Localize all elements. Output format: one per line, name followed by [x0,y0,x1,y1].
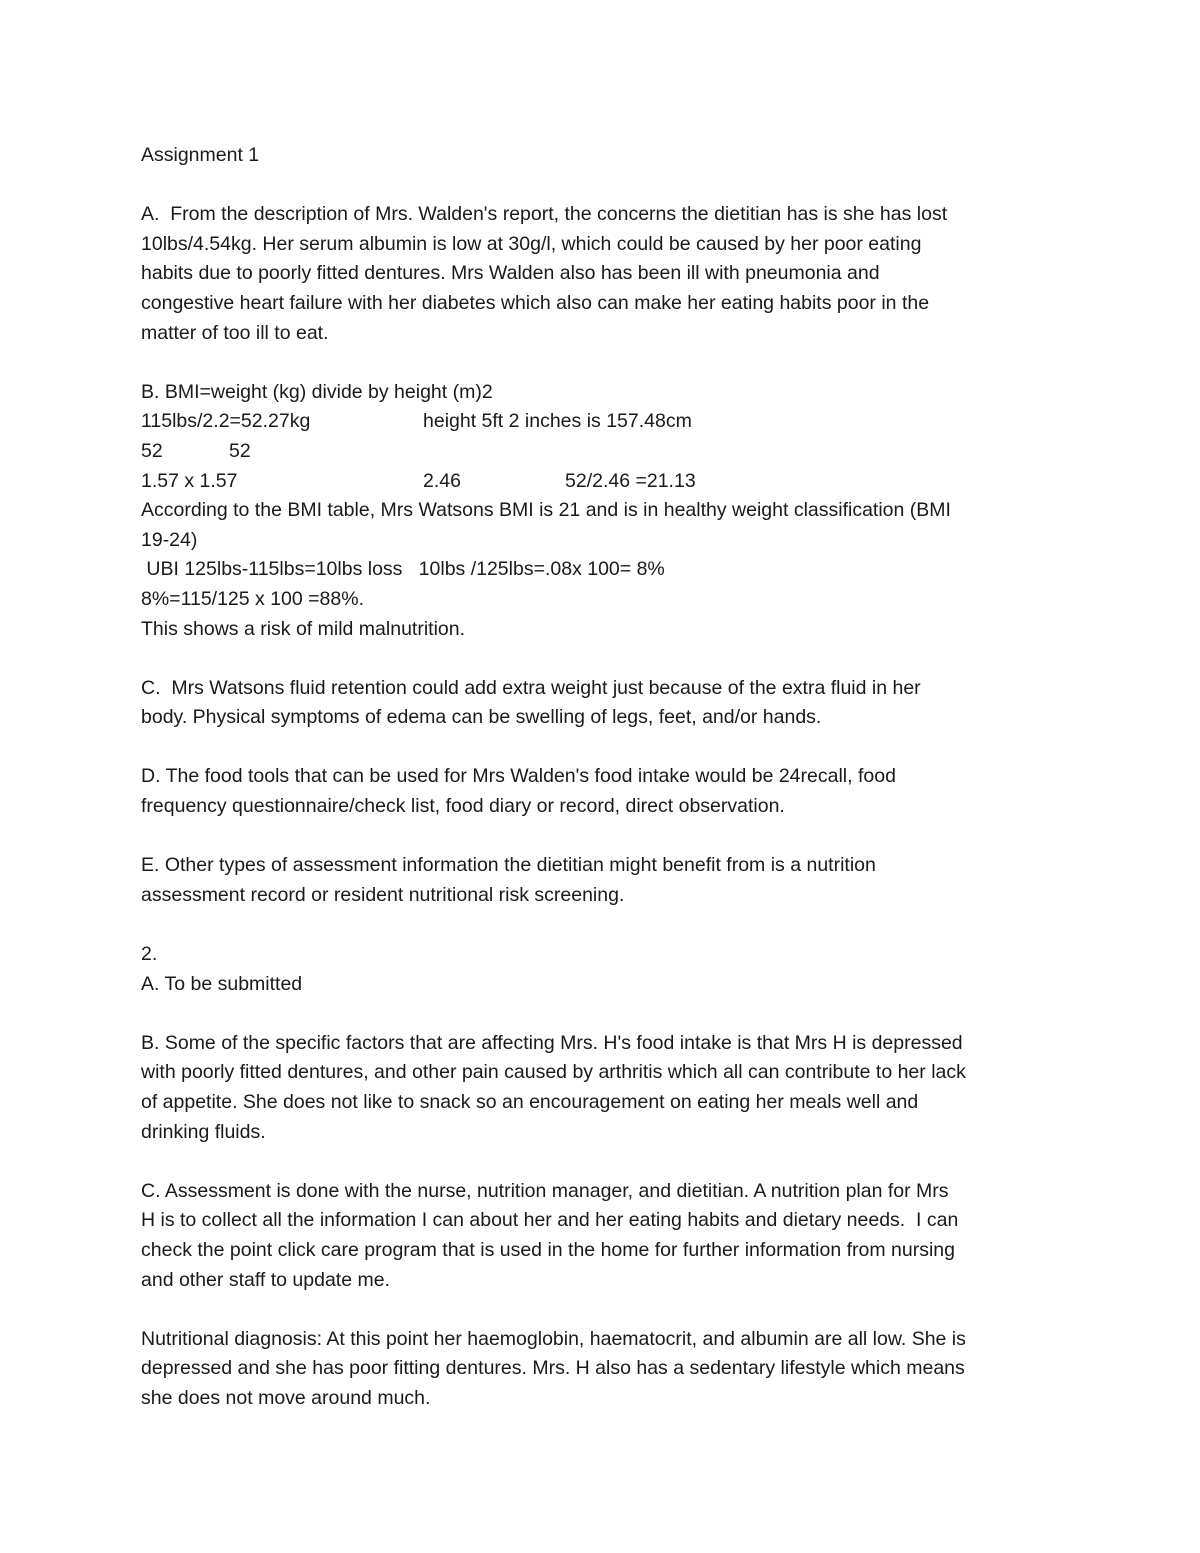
text-line: drinking fluids. [141,1120,266,1143]
text-line: H is to collect all the information I can about her and her eating habits and dietary needs. I can [141,1209,959,1232]
spacer [141,1295,1061,1325]
text-line: depressed and she has poor fitting dentures. Mrs. H also has a sedentary lifestyle which means [141,1357,965,1380]
part-number: 2. [141,943,158,966]
part2-section-c [141,1177,1061,1295]
ubi-calculation: UBI 125lbs-115lbs=10lbs loss 10lbs /125lbs=.08x 100= 8% [141,558,665,581]
spacer [141,910,1061,940]
document-body [141,141,1061,1414]
percent-calculation: 8%=115/125 x 100 =88%. [141,587,364,610]
text-line: D. The food tools that can be used for Mrs Walden's food intake would be 24recall, food [141,765,896,788]
part2-section-a: A. To be submitted [141,972,303,995]
bmi-formula: B. BMI=weight (kg) divide by height (m)2 [141,380,493,403]
section-d [141,762,1061,821]
text-line: A. From the description of Mrs. Walden's report, the concerns the dietitian has is she has lost [141,203,948,226]
calc-row-weight-height [141,407,1061,437]
spacer [141,1147,1061,1177]
calc-row-numerators [141,437,1061,467]
text-line: 19-24) [141,528,198,551]
text-line: she does not move around much. [141,1386,431,1409]
bmi-result: 52/2.46 =21.13 [565,469,696,492]
numerator-value: 52 [229,439,251,462]
document-title: Assignment 1 [141,144,260,166]
text-line: body. Physical symptoms of edema can be swelling of legs, feet, and/or hands. [141,706,822,729]
risk-statement: This shows a risk of mild malnutrition. [141,617,466,640]
text-line: C. Mrs Watsons fluid retention could add extra weight just because of the extra fluid in her [141,676,921,699]
spacer [141,348,1061,378]
part-2 [141,940,1061,1414]
text-line: of appetite. She does not like to snack so an encouragement on eating her meals well and [141,1091,919,1113]
height-squared-expression: 1.57 x 1.57 [141,469,238,492]
text-line: and other staff to update me. [141,1268,390,1291]
spacer [141,644,1061,674]
text-line: assessment record or resident nutritional risk screening. [141,883,625,906]
spacer [141,733,1061,763]
height-squared-value: 2.46 [423,469,461,492]
text-line: matter of too ill to eat. [141,321,329,344]
text-line: with poorly fitted dentures, and other pain caused by arthritis which all can contribute to her lack [141,1061,966,1084]
spacer [141,822,1061,852]
spacer [141,999,1061,1029]
text-line: congestive heart failure with her diabetes which also can make her eating habits poor in the [141,291,930,314]
weight-conversion: 115lbs/2.2=52.27kg [141,410,311,433]
text-line: check the point click care program that is used in the home for further information from nursing [141,1238,955,1261]
text-line: E. Other types of assessment information the dietitian might benefit from is a nutrition [141,854,876,877]
part2-section-b [141,1029,1061,1147]
text-line: 10lbs/4.54kg. Her serum albumin is low at 30g/l, which could be caused by her poor eating [141,232,922,255]
text-line: habits due to poorly fitted dentures. Mrs Walden also has been ill with pneumonia and [141,262,880,285]
section-e [141,851,1061,910]
numerator-value: 52 [141,439,163,462]
text-line: frequency questionnaire/check list, food diary or record, direct observation. [141,795,785,818]
section-c [141,674,1061,733]
section-b [141,378,1061,644]
text-line: Nutritional diagnosis: At this point her haemoglobin, haematocrit, and albumin are all low. She is [141,1327,966,1350]
nutritional-diagnosis [141,1325,1061,1414]
height-conversion: height 5ft 2 inches is 157.48cm [423,410,692,433]
text-line: B. Some of the specific factors that are affecting Mrs. H's food intake is that Mrs H is depressed [141,1031,963,1054]
spacer [141,171,1061,201]
text-line: According to the BMI table, Mrs Watsons BMI is 21 and is in healthy weight classification (BMI [141,499,951,522]
text-line: C. Assessment is done with the nurse, nutrition manager, and dietitian. A nutrition plan for Mrs [141,1179,949,1202]
section-a [141,200,1061,348]
calc-row-result [141,467,1061,497]
